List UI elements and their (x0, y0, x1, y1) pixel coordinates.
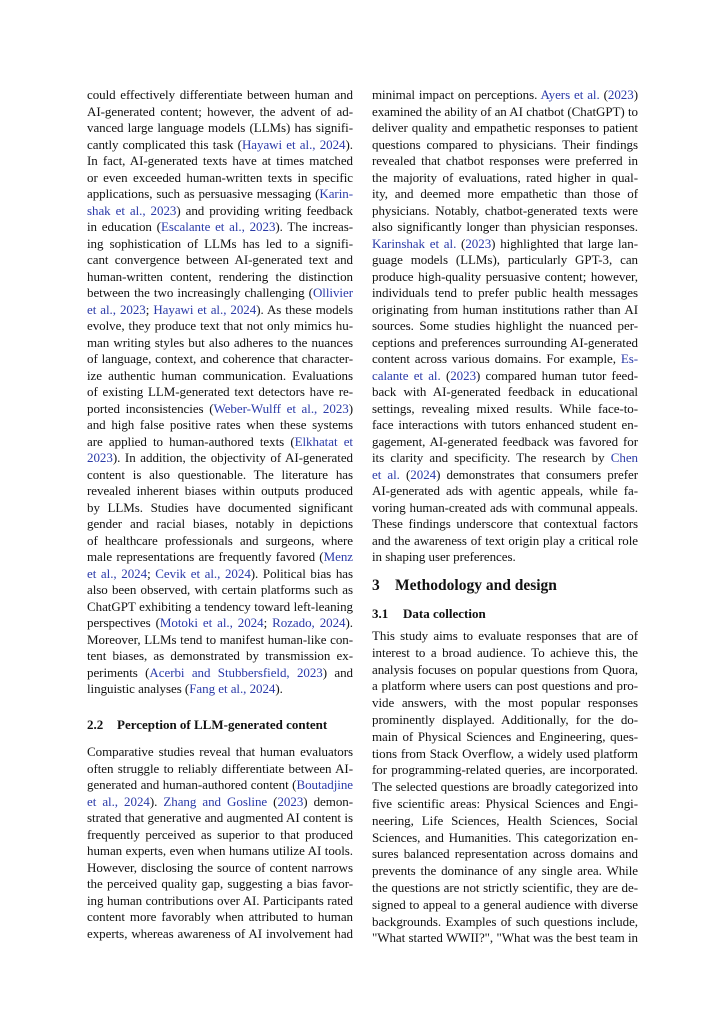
text-segment: applications, such as persuasive messaging ( (87, 186, 320, 201)
text-segment: man writing styles but also adheres to the nuances (87, 334, 353, 350)
citation-link[interactable]: Ayers et al. (540, 87, 600, 102)
text-segment: ing human contributions over AI. Participants rated (87, 892, 353, 908)
citation-link[interactable]: et al. (372, 466, 400, 482)
text-segment: ( (399, 466, 411, 482)
text-line (372, 762, 638, 779)
text-segment: minimal impact on perceptions. (372, 87, 541, 102)
citation-link[interactable]: Hayawi et al., 2024 (153, 301, 257, 317)
text-line (372, 219, 638, 236)
text-segment: sures balanced representation across domains and (372, 846, 638, 862)
text-segment: face interactions with tutors enhanced student en- (372, 417, 638, 432)
text-line (87, 186, 353, 203)
subsection-number: 2.2 (87, 717, 104, 732)
text-segment: its clarity and specificity. The research by (372, 450, 611, 465)
text-line (372, 846, 638, 863)
text-segment: cantly complicated this task ( (87, 136, 242, 152)
text-segment: the majority of evaluations, rated higher in qual- (372, 169, 638, 185)
text-line (87, 137, 353, 154)
text-segment: ) (348, 400, 353, 416)
text-line (87, 450, 353, 467)
text-segment: These findings underscore that contextual factors (372, 516, 638, 531)
citation-link[interactable]: 2023 (450, 367, 477, 383)
text-segment: voring human-created ads with communal appeals. (372, 499, 638, 515)
text-line (87, 876, 353, 893)
text-line (87, 318, 353, 335)
text-line (87, 648, 353, 665)
text-line (87, 203, 353, 220)
citation-link[interactable]: Fang et al., 2024 (189, 681, 276, 696)
text-line (372, 863, 638, 880)
text-segment: in shaping user preferences. (372, 549, 516, 564)
text-segment: ). (345, 136, 353, 152)
citation-link[interactable]: Motoki et al., 2024 (159, 615, 264, 630)
text-line (372, 897, 638, 914)
text-segment: tions from Stack Overflow, a widely used platform (372, 745, 638, 761)
text-line (87, 219, 353, 236)
text-segment: ( (456, 235, 466, 251)
text-line (87, 761, 353, 778)
text-line (87, 566, 353, 583)
text-line (87, 434, 353, 451)
text-line (87, 285, 353, 302)
text-line (372, 87, 638, 104)
text-line (87, 335, 353, 352)
text-line (87, 153, 353, 170)
text-segment: signed to appeal to a general audience with diverse (372, 896, 638, 912)
text-line (372, 500, 638, 517)
text-line (87, 302, 353, 319)
left-paragraph-1 (87, 87, 353, 698)
citation-link[interactable]: Chen (610, 450, 638, 465)
citation-link[interactable]: Karinshak et al. (372, 235, 457, 251)
text-line (372, 417, 638, 434)
text-line (87, 599, 353, 616)
text-segment: experts, whereas awareness of AI involvement had (87, 925, 353, 941)
text-segment: could effectively differentiate between human and (87, 87, 353, 102)
text-segment: content is also questionable. The literature has (87, 466, 353, 482)
text-line (372, 662, 638, 679)
text-line (372, 779, 638, 796)
text-line (372, 302, 638, 319)
text-segment: Sciences, and Humanities. This categorization en- (372, 829, 638, 845)
text-segment: gagement, AI-generated feedback was favored for (372, 433, 638, 449)
text-segment: deliver quality and empathetic responses to patient (372, 120, 638, 135)
text-segment: In fact, AI-generated texts have at times matched (87, 153, 353, 168)
text-line (372, 104, 638, 121)
text-segment: ). In addition, the objectivity of AI-generated (112, 450, 353, 465)
text-segment: strated that generative and augmented AI content is (87, 810, 353, 825)
text-line (87, 104, 353, 121)
citation-link[interactable]: Karin- (319, 186, 353, 201)
text-segment: ). Political bias has (250, 565, 353, 581)
text-segment: and high false positive rates when these systems (87, 417, 353, 432)
text-line (372, 335, 638, 352)
text-line (372, 368, 638, 385)
citation-link[interactable]: Zhang and Gosline (163, 793, 268, 809)
text-segment: neering, Life Sciences, Health Sciences, Social (372, 812, 638, 828)
citation-link[interactable]: et al., 2023 (87, 301, 146, 317)
citation-link[interactable]: Escalante et al., 2023 (160, 219, 276, 234)
text-line (372, 186, 638, 203)
text-segment: tent biases, as demonstrated by transmission ex- (87, 648, 353, 663)
text-segment: human experts, even when humans utilize AI tools. (87, 843, 353, 858)
text-line (372, 516, 638, 533)
text-line (87, 681, 353, 698)
text-segment: However, disclosing the source of content narrows (87, 859, 353, 875)
text-line (372, 533, 638, 550)
text-line (87, 827, 353, 844)
text-line (372, 401, 638, 418)
text-segment: ing sophistication of LLMs has led to a signifi- (87, 235, 353, 251)
citation-link[interactable]: Hayawi et al., 2024 (241, 136, 346, 152)
text-line (372, 746, 638, 763)
text-line (372, 628, 638, 645)
citation-link[interactable]: Cevik et al., 2024 (155, 565, 251, 581)
text-segment: The selected questions are broadly categorized into (372, 779, 638, 795)
text-line (87, 533, 353, 550)
text-segment: linguistic analyses ( (87, 681, 190, 696)
left-paragraph-2 (87, 744, 353, 942)
text-segment: ). (345, 615, 353, 630)
text-segment: are applied to human-authored texts ( (87, 433, 295, 449)
section-heading-3 (372, 577, 557, 595)
text-segment: or even exceeded human-written texts in specific (87, 169, 353, 185)
text-segment: prominently displayed. Additionally, for the do- (372, 711, 638, 727)
text-segment: ( (440, 367, 451, 383)
text-segment: of healthcare professionals and surgeons, where (87, 532, 353, 548)
text-segment: periments ( (87, 664, 150, 680)
text-segment: perspectives ( (87, 615, 160, 630)
text-segment: the perceived quality gap, suggesting a bias favor- (87, 876, 353, 891)
text-segment: ize authentic human communication. Evaluations (87, 367, 353, 383)
text-line (87, 665, 353, 682)
text-segment: analysis focuses on popular questions from Quora, (372, 661, 638, 677)
text-line (372, 236, 638, 253)
text-line (372, 467, 638, 484)
text-line (87, 632, 353, 649)
citation-link[interactable]: Weber-Wulff et al., 2023 (213, 400, 349, 416)
subsection-title: Data collection (403, 606, 486, 621)
text-segment: male representations are frequently favored ( (87, 549, 324, 564)
text-line (372, 434, 638, 451)
text-line (87, 401, 353, 418)
text-line (372, 712, 638, 729)
text-line (372, 120, 638, 137)
text-segment: ; (263, 615, 273, 630)
text-segment: physicians. Notably, chatbot-generated texts were (372, 202, 638, 218)
text-line (372, 153, 638, 170)
text-segment: settings, revealing mixed results. While face-to- (372, 400, 638, 416)
text-segment: ; (147, 565, 156, 581)
text-segment: content more favorably when attributed to human (87, 909, 353, 924)
citation-link[interactable]: Elkhatat et (294, 433, 353, 449)
citation-link[interactable]: 2023 (607, 87, 634, 102)
text-line (372, 483, 638, 500)
text-segment: vanced large language models (LLMs) has signifi- (87, 120, 353, 135)
text-segment: ) demon- (303, 793, 353, 809)
text-segment: five scientific areas: Physical Sciences and Engi- (372, 795, 638, 811)
text-segment: Moreover, LLMs tend to manifest human-like con- (87, 631, 353, 647)
text-segment: cant convergence between AI-generated text and (87, 252, 353, 267)
text-segment: ; (145, 301, 154, 317)
text-segment: human-written content, rendering the distinction (87, 268, 353, 284)
text-segment: ) highlighted that large lan- (491, 235, 638, 251)
text-segment: evolve, they produce text that not only mimics hu- (87, 318, 353, 333)
text-line (87, 926, 353, 943)
text-line (87, 236, 353, 253)
text-line (87, 384, 353, 401)
text-segment: content across various domains. For example, (372, 351, 621, 366)
text-line (372, 645, 638, 662)
citation-link[interactable]: Boutadjine (296, 777, 353, 792)
text-segment: originating from human institutions rather than AI (372, 301, 638, 317)
text-line (87, 252, 353, 269)
subsection-title: Perception of LLM-generated content (117, 717, 328, 732)
text-segment: the questions are not strictly scientific, they are de- (372, 879, 638, 895)
text-segment: of language, context, and coherence that character- (87, 351, 353, 366)
text-segment: AI-generated ads with agentic appeals, while fa- (372, 483, 638, 498)
text-line (372, 318, 638, 335)
text-line (87, 909, 353, 926)
text-segment: ( (267, 793, 278, 809)
text-segment: interest to a broad audience. To achieve this, the (372, 644, 638, 660)
text-segment: ) demonstrates that consumers prefer (436, 466, 638, 482)
text-line (87, 269, 353, 286)
text-segment: for programming-related queries, are incorporated. (372, 762, 638, 778)
text-line (372, 137, 638, 154)
text-line (87, 500, 353, 517)
text-line (87, 417, 353, 434)
citation-link[interactable]: 2024 (410, 466, 437, 482)
text-line (372, 813, 638, 830)
subsection-heading-3-1 (372, 606, 486, 622)
text-segment: AI-generated content; however, the advent of ad- (87, 103, 353, 119)
text-line (372, 695, 638, 712)
right-paragraph-2 (372, 628, 638, 947)
text-line (87, 368, 353, 385)
text-line (372, 252, 638, 269)
text-line (372, 203, 638, 220)
text-segment: produce high-quality persuasive content; however, (372, 268, 638, 284)
text-line (372, 930, 638, 947)
text-line (372, 384, 638, 401)
citation-link[interactable]: Menz (323, 549, 353, 564)
text-segment: revealed inherent biases within outputs produced (87, 483, 353, 498)
text-line (87, 810, 353, 827)
text-segment: examined the ability of an AI chatbot (ChatGPT) to (372, 103, 638, 119)
citation-link[interactable]: Ollivier (312, 285, 353, 300)
text-segment: back with AI-generated feedback in educational (372, 384, 638, 399)
citation-link[interactable]: et al., 2024 (87, 793, 150, 809)
text-segment: ) and (322, 664, 353, 680)
text-segment: generated and human-authored content ( (87, 777, 297, 792)
text-line (87, 843, 353, 860)
text-segment: ). (275, 681, 283, 696)
text-line (87, 516, 353, 533)
right-paragraph-1 (372, 87, 638, 566)
text-segment: ported inconsistencies ( (87, 400, 214, 416)
section-number: 3 (372, 577, 380, 594)
subsection-heading-2-2 (87, 717, 327, 733)
text-segment: often struggle to reliably differentiate between AI- (87, 760, 353, 776)
text-segment: ) and providing writing feedback (176, 202, 353, 218)
text-line (372, 880, 638, 897)
text-line (87, 777, 353, 794)
text-line (87, 615, 353, 632)
text-line (372, 450, 638, 467)
text-segment: ). The increas- (275, 219, 353, 234)
text-segment: by LLMs. Studies have documented significant (87, 499, 353, 515)
citation-link[interactable]: calante et al. (372, 367, 441, 383)
text-segment: frequently perceived as superior to that produced (87, 826, 353, 842)
text-segment: vide answers, with the most popular responses (372, 695, 638, 711)
text-segment: prevents the dominance of any single area. While (372, 863, 638, 879)
citation-link[interactable]: 2023 (465, 235, 492, 251)
text-segment: Comparative studies reveal that human evaluators (87, 744, 353, 759)
section-title: Methodology and design (395, 577, 557, 594)
text-segment: ) compared human tutor feed- (476, 367, 638, 383)
text-segment: and the awareness of text origin play a critical role (372, 532, 638, 548)
text-line (372, 170, 638, 187)
text-segment: revealed that chatbot responses were preferred in (372, 153, 638, 168)
text-segment: questions compared to physicians. Their findings (372, 136, 638, 152)
text-segment: ( (599, 87, 608, 102)
text-segment: main of Physical Sciences and Engineering, ques- (372, 728, 638, 744)
text-segment: between the two increasingly challenging ( (87, 285, 313, 300)
text-segment: ChatGPT exhibiting a tendency toward left-leaning (87, 598, 353, 614)
citation-link[interactable]: et al., 2024 (87, 565, 148, 581)
text-segment: individuals tend to prefer public health messages (372, 285, 638, 300)
text-line (87, 170, 353, 187)
citation-link[interactable]: Rozado, 2024 (272, 615, 346, 630)
text-segment: a platform where users can post questions and pro- (372, 678, 638, 694)
text-line (87, 860, 353, 877)
citation-link[interactable]: Es- (620, 351, 638, 366)
text-segment: ). As these models (256, 301, 353, 317)
subsection-number: 3.1 (372, 606, 389, 621)
citation-link[interactable]: 2023 (277, 793, 304, 809)
text-line (372, 914, 638, 931)
text-line (87, 893, 353, 910)
text-segment: guage models (LLMs), particularly GPT-3, can (372, 252, 638, 267)
text-segment: ) (633, 87, 638, 102)
text-segment: sources. Some studies highlight the nuanced per- (372, 318, 638, 333)
text-line (87, 794, 353, 811)
text-segment: backgrounds. Examples of such questions include, (372, 913, 638, 929)
text-line (372, 678, 638, 695)
citation-link[interactable]: Acerbi and Stubbersfield, 2023 (149, 664, 323, 680)
text-segment: gender and racial biases, notably in depictions (87, 516, 353, 531)
text-line (372, 285, 638, 302)
text-line (87, 582, 353, 599)
text-line (372, 351, 638, 368)
text-segment: "What started WWII?", "What was the best team in (372, 930, 638, 946)
text-line (87, 744, 353, 761)
text-line (87, 120, 353, 137)
text-segment: in education ( (87, 219, 161, 234)
text-line (87, 87, 353, 104)
text-segment: ity, and deemed more empathetic than those of (372, 186, 638, 201)
text-line (87, 351, 353, 368)
text-segment: This study aims to evaluate responses that are of (372, 628, 638, 643)
text-line (372, 830, 638, 847)
text-segment: of existing LLM-generated text detectors have re- (87, 384, 353, 399)
text-segment: ). (149, 793, 164, 809)
text-line (87, 467, 353, 484)
text-line (372, 729, 638, 746)
text-segment: also significantly longer than physician responses. (372, 219, 638, 234)
text-line (372, 549, 638, 566)
citation-link[interactable]: shak et al., 2023 (87, 202, 177, 218)
text-line (87, 483, 353, 500)
text-segment: ceptions and preferences surrounding AI-generated (372, 334, 638, 350)
text-line (372, 269, 638, 286)
text-line (87, 549, 353, 566)
text-line (372, 796, 638, 813)
text-segment: also been observed, with certain platforms such as (87, 582, 353, 597)
citation-link[interactable]: 2023 (87, 450, 113, 465)
